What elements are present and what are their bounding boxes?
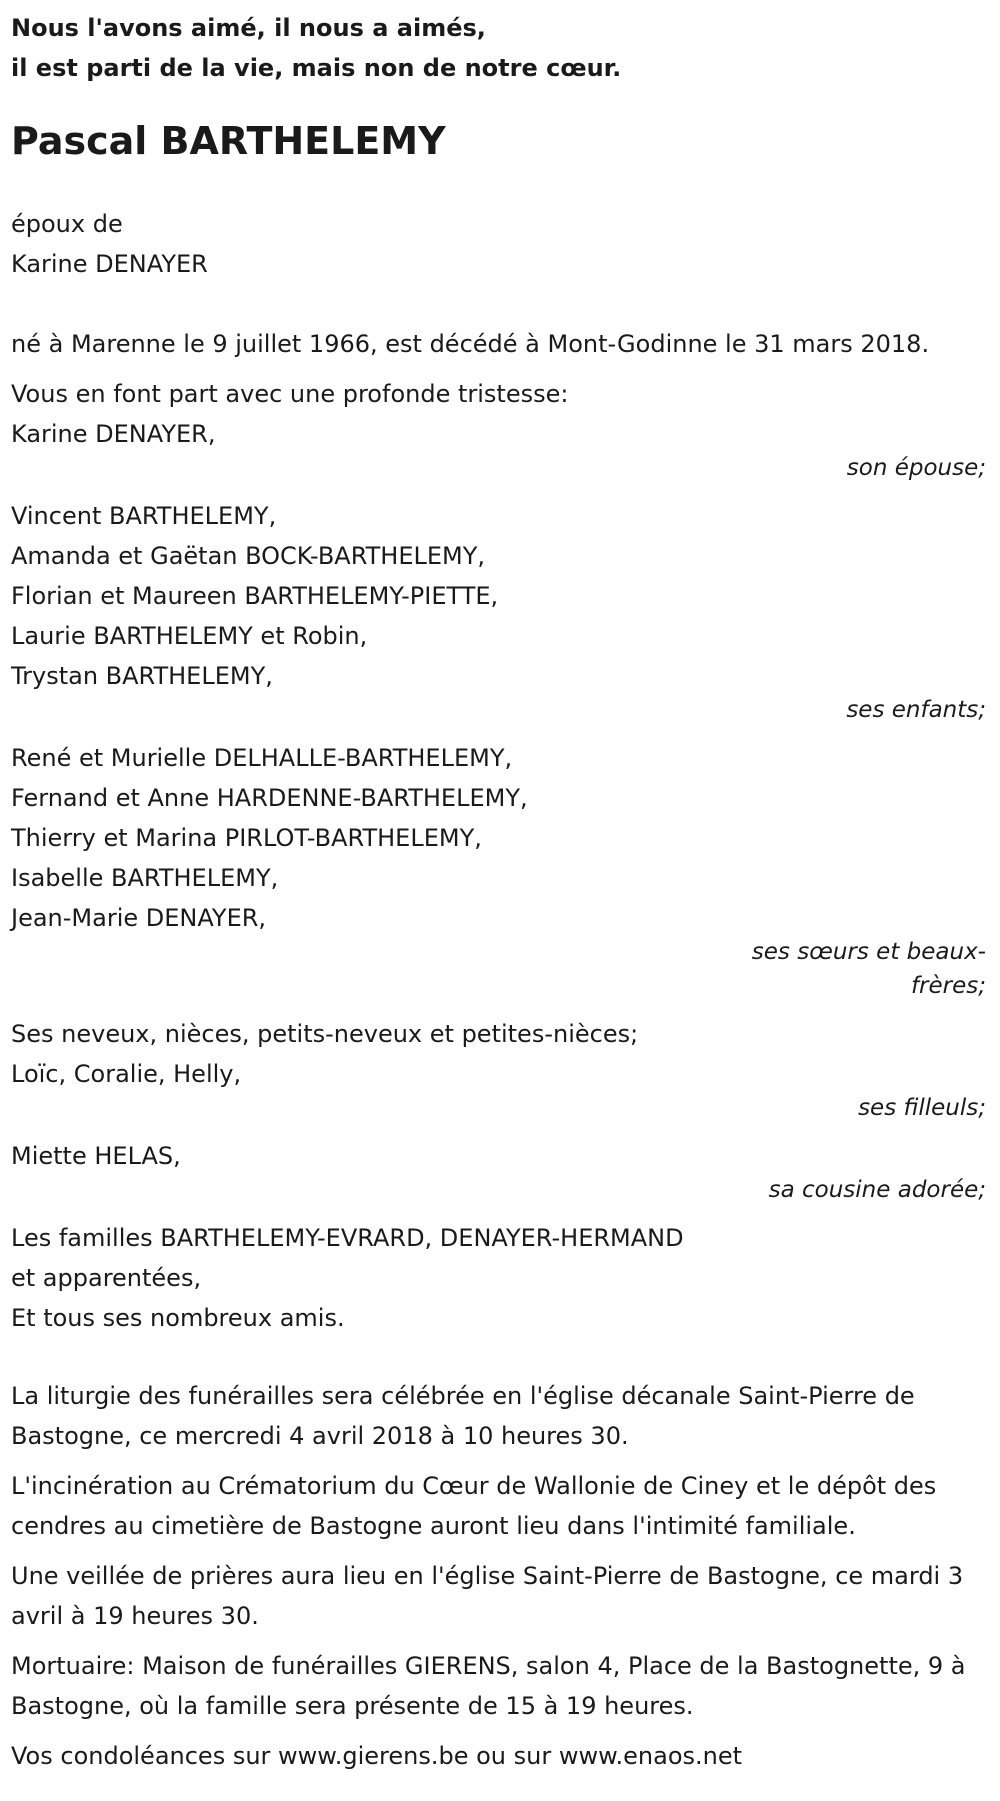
relation-siblings-line-2: frères; <box>910 973 986 999</box>
service-details <box>11 1376 1000 1776</box>
spouse-block <box>11 204 1000 284</box>
relation-children: ses enfants; <box>846 697 986 723</box>
spouse-label: époux de <box>11 210 123 238</box>
sibling-name-5: Jean-Marie DENAYER, <box>11 904 267 932</box>
mortuary-paragraph: Mortuaire: Maison de funérailles GIERENS, salon 4, Place de la Bastognette, 9 à Bastogne, où la famille sera présente de 15 à 19 heures. <box>11 1652 966 1720</box>
cousin-name: Miette HELAS, <box>11 1142 181 1170</box>
wife-name: Karine DENAYER, <box>11 420 216 448</box>
sibling-name-4: Isabelle BARTHELEMY, <box>11 864 279 892</box>
deceased-name: Pascal BARTHELEMY <box>11 119 446 163</box>
child-name-1: Vincent BARTHELEMY, <box>11 502 277 530</box>
child-name-5: Trystan BARTHELEMY, <box>11 662 273 690</box>
sibling-name-3: Thierry et Marina PIRLOT-BARTHELEMY, <box>11 824 482 852</box>
relation-wife: son épouse; <box>846 455 986 481</box>
relation-siblings-line-1: ses sœurs et beaux- <box>751 939 986 965</box>
families-line-2: et apparentées, <box>11 1264 202 1292</box>
child-name-4: Laurie BARTHELEMY et Robin, <box>11 622 368 650</box>
vigil-paragraph: Une veillée de prières aura lieu en l'église Saint-Pierre de Bastogne, ce mardi 3 avril à 19 heures 30. <box>11 1562 964 1630</box>
liturgy-paragraph: La liturgie des funérailles sera célébrée en l'église décanale Saint-Pierre de Bastogne, ce mercredi 4 avril 2018 à 10 heures 30. <box>11 1382 915 1450</box>
spouse-name: Karine DENAYER <box>11 250 208 278</box>
announcement-list <box>11 374 993 1338</box>
relation-cousin: sa cousine adorée; <box>768 1177 986 1203</box>
announce-intro: Vous en font part avec une profonde tristesse: <box>11 380 569 408</box>
godchildren-names: Loïc, Coralie, Helly, <box>11 1060 242 1088</box>
epigraph-line-2: il est parti de la vie, mais non de notre cœur. <box>11 54 622 82</box>
sibling-name-1: René et Murielle DELHALLE-BARTHELEMY, <box>11 744 513 772</box>
birth-death-statement: né à Marenne le 9 juillet 1966, est décédé à Mont-Godinne le 31 mars 2018. <box>11 330 930 358</box>
epigraph-line-1: Nous l'avons aimé, il nous a aimés, <box>11 14 486 42</box>
condolences-paragraph: Vos condoléances sur www.gierens.be ou sur www.enaos.net <box>11 1742 743 1770</box>
families-line-1: Les familles BARTHELEMY-EVRARD, DENAYER-HERMAND <box>11 1224 684 1252</box>
child-name-3: Florian et Maureen BARTHELEMY-PIETTE, <box>11 582 499 610</box>
cremation-paragraph: L'incinération au Crématorium du Cœur de Wallonie de Ciney et le dépôt des cendres au cimetière de Bastogne auront lieu dans l'intimité familiale. <box>11 1472 937 1540</box>
families-line-3: Et tous ses nombreux amis. <box>11 1304 345 1332</box>
nephews-line: Ses neveux, nièces, petits-neveux et petites-nièces; <box>11 1020 639 1048</box>
sibling-name-2: Fernand et Anne HARDENNE-BARTHELEMY, <box>11 784 528 812</box>
relation-godchildren: ses filleuls; <box>858 1095 986 1121</box>
epigraph <box>11 0 1000 88</box>
child-name-2: Amanda et Gaëtan BOCK-BARTHELEMY, <box>11 542 486 570</box>
